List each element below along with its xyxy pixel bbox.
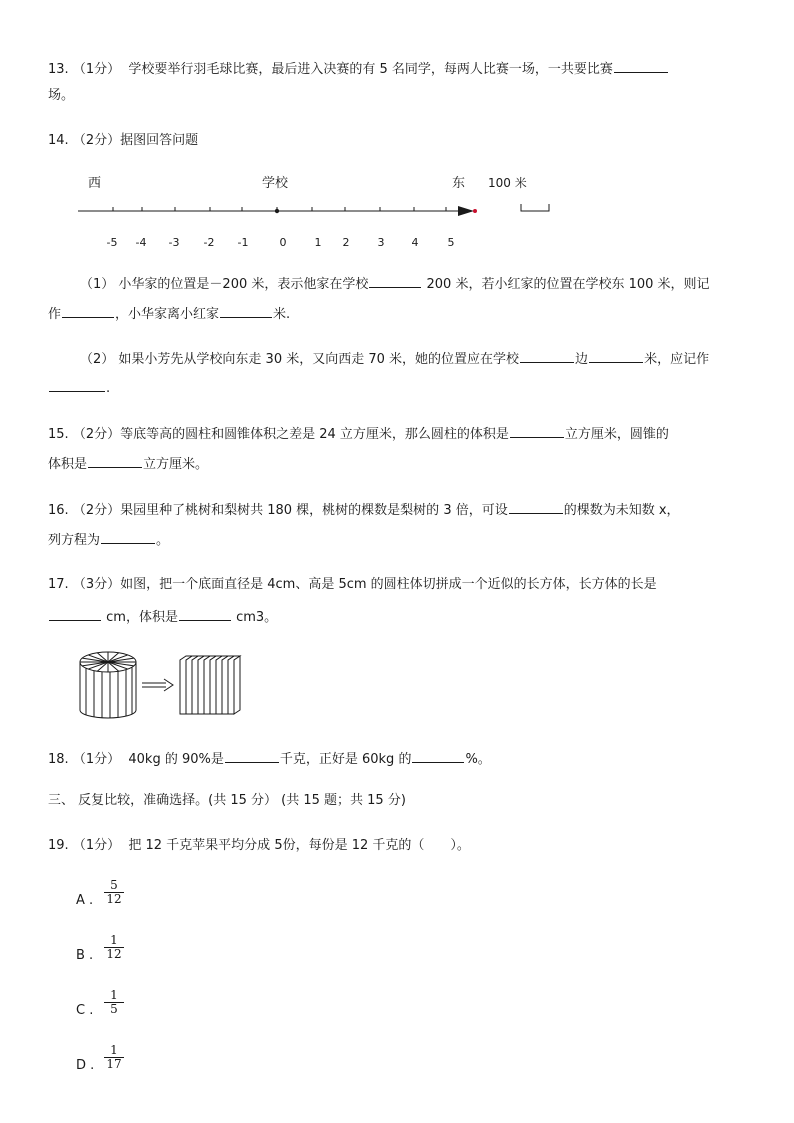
answer-blank[interactable] xyxy=(225,748,279,763)
tick-label: -5 xyxy=(106,236,118,249)
question-14-part2 xyxy=(80,348,709,369)
question-text: 体积是 xyxy=(48,457,88,472)
question-text: 立方厘米。 xyxy=(143,457,209,472)
answer-blank[interactable] xyxy=(614,58,668,73)
question-text: 等底等高的圆柱和圆锥体积之差是 24 立方厘米，那么圆柱的体积是 xyxy=(120,427,509,442)
axis-tick-labels xyxy=(107,236,455,249)
answer-blank[interactable] xyxy=(49,377,105,392)
cylinder-to-cuboid-figure xyxy=(76,646,256,720)
fraction-numerator: 5 xyxy=(104,879,124,893)
question-13 xyxy=(48,58,669,79)
question-score: （1分） xyxy=(72,838,121,853)
question-text: 列方程为 xyxy=(48,533,101,548)
question-16 xyxy=(48,499,680,520)
question-14-part2-continued xyxy=(48,377,110,398)
question-number: 14. xyxy=(48,133,69,148)
sub-label: （2） xyxy=(80,352,115,367)
cuboid-shape xyxy=(180,656,240,714)
tick-label: 3 xyxy=(377,236,385,249)
question-score: （1分） xyxy=(72,62,121,77)
question-text: 的棵数为未知数 x， xyxy=(563,503,680,518)
fraction-denominator: 5 xyxy=(110,1002,118,1016)
question-text: 40kg 的 90%是 xyxy=(128,752,224,767)
section-heading xyxy=(48,792,406,810)
arrow-head xyxy=(458,206,474,216)
sub-text: . xyxy=(106,381,111,396)
question-number: 15. xyxy=(48,427,69,442)
answer-blank[interactable] xyxy=(509,499,563,514)
option-fraction xyxy=(104,1044,124,1071)
answer-blank[interactable] xyxy=(62,303,114,318)
answer-blank[interactable] xyxy=(88,453,142,468)
fraction-numerator: 1 xyxy=(104,1044,124,1058)
answer-blank[interactable] xyxy=(179,606,231,621)
school-label: 学校 xyxy=(262,176,289,191)
option-label: D . xyxy=(76,1058,95,1073)
question-text: 千克，正好是 60kg 的 xyxy=(279,752,412,767)
question-number: 17. xyxy=(48,577,69,592)
cylinder-shape xyxy=(80,652,136,718)
fraction-denominator: 12 xyxy=(106,892,122,906)
fraction-numerator: 1 xyxy=(104,934,124,948)
origin-point xyxy=(275,209,279,213)
sub-text: 作 xyxy=(48,307,62,322)
question-score: （2分） xyxy=(72,133,121,148)
question-number: 18. xyxy=(48,752,69,767)
question-17-continued xyxy=(48,606,277,627)
sub-text: 小华家的位置是－200 米，表示他家在学校 xyxy=(118,277,369,292)
answer-blank[interactable] xyxy=(101,529,155,544)
section-title: 三、 反复比较，准确选择。(共 15 分） (共 15 题；共 15 分) xyxy=(48,793,406,808)
question-18 xyxy=(48,748,491,769)
question-text: 立方厘米，圆锥的 xyxy=(564,427,669,442)
axis-ticks xyxy=(113,207,446,211)
tick-label: 1 xyxy=(314,236,322,249)
tick-label: -4 xyxy=(135,236,147,249)
red-endpoint xyxy=(473,209,477,213)
question-score: （1分） xyxy=(72,752,121,767)
question-15 xyxy=(48,423,669,444)
question-14-part1-continued xyxy=(48,303,290,324)
answer-blank[interactable] xyxy=(589,348,643,363)
cuboid-side-face xyxy=(234,656,240,714)
question-13-continued xyxy=(48,87,74,105)
east-label: 东 xyxy=(452,176,466,191)
sub-label: （1） xyxy=(80,277,115,292)
option-label: C . xyxy=(76,1003,94,1018)
question-15-continued xyxy=(48,453,208,474)
answer-blank[interactable] xyxy=(412,748,464,763)
question-score: （3分） xyxy=(72,577,121,592)
option-fraction xyxy=(104,879,124,906)
question-text: 学校要举行羽毛球比赛，最后进入决赛的有 5 名同学，每两人比赛一场，一共要比赛 xyxy=(128,62,613,77)
question-score: （2分） xyxy=(72,503,121,518)
answer-blank[interactable] xyxy=(49,606,101,621)
sub-text: 米，应记作 xyxy=(644,352,710,367)
question-16-continued xyxy=(48,529,169,550)
tick-label: -1 xyxy=(237,236,249,249)
question-number: 16. xyxy=(48,503,69,518)
number-line-diagram xyxy=(60,166,580,256)
question-text: cm3。 xyxy=(236,610,278,625)
fraction-numerator: 1 xyxy=(104,989,124,1003)
tick-label: 4 xyxy=(411,236,419,249)
option-label: B . xyxy=(76,948,94,963)
question-text: 把 12 千克苹果平均分成 5份，每份是 12 千克的（ ）。 xyxy=(128,838,470,853)
answer-blank[interactable] xyxy=(220,303,272,318)
answer-blank[interactable] xyxy=(510,423,564,438)
answer-blank[interactable] xyxy=(520,348,574,363)
question-17 xyxy=(48,576,657,594)
question-text: 。 xyxy=(156,533,170,548)
sub-text: 200 米，若小红家的位置在学校东 100 米，则记 xyxy=(426,277,710,292)
option-fraction xyxy=(104,934,124,961)
scale-label: 100 米 xyxy=(488,176,527,190)
question-score: （2分） xyxy=(72,427,121,442)
sub-text: 边 xyxy=(575,352,589,367)
sub-text: ，小华家离小红家 xyxy=(115,307,220,322)
question-text: 如图，把一个底面直径是 4cm、高是 5cm 的圆柱体切拼成一个近似的长方体，长方体的长是 xyxy=(120,577,657,592)
answer-blank[interactable] xyxy=(369,273,421,288)
question-text: 据图回答问题 xyxy=(120,133,199,148)
question-number: 19. xyxy=(48,838,69,853)
fraction-denominator: 12 xyxy=(106,947,122,961)
tick-label: 2 xyxy=(342,236,350,249)
question-text: 果园里种了桃树和梨树共 180 棵，桃树的棵数是梨树的 3 倍，可设 xyxy=(120,503,508,518)
question-text-tail: 场。 xyxy=(48,88,75,103)
sub-text: 米. xyxy=(273,307,291,322)
west-label: 西 xyxy=(88,176,102,191)
question-number: 13. xyxy=(48,62,69,77)
question-19 xyxy=(48,837,470,855)
option-fraction xyxy=(104,989,124,1016)
sub-text: 如果小芳先从学校向东走 30 米，又向西走 70 米，她的位置应在学校 xyxy=(118,352,520,367)
tick-label: 0 xyxy=(279,236,287,249)
tick-label: 5 xyxy=(447,236,455,249)
question-text: cm，体积是 xyxy=(106,610,178,625)
question-text: %。 xyxy=(465,752,491,767)
tick-label: -3 xyxy=(168,236,180,249)
tick-label: -2 xyxy=(203,236,215,249)
fraction-denominator: 17 xyxy=(106,1057,122,1071)
question-14-part1 xyxy=(80,273,710,294)
transform-arrow-icon xyxy=(142,679,173,691)
scale-bar xyxy=(521,204,549,211)
question-14 xyxy=(48,132,198,150)
option-label: A . xyxy=(76,893,94,908)
